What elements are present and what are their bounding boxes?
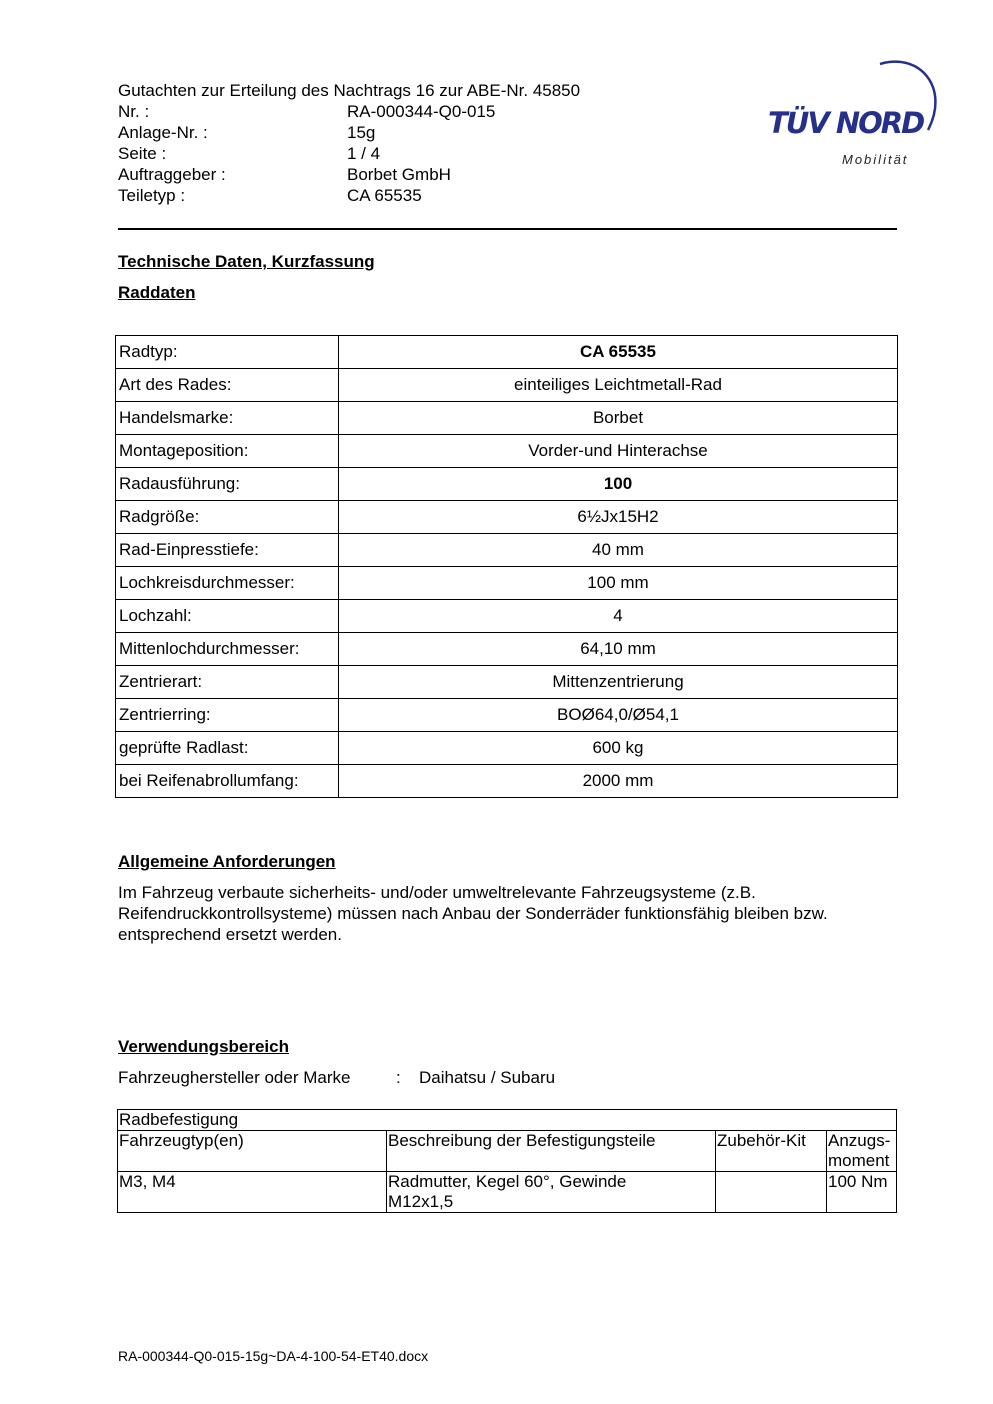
hersteller-label: Fahrzeughersteller oder Marke — [118, 1068, 351, 1087]
row-label: Radausführung: — [116, 468, 339, 501]
paragraph-line: entsprechend ersetzt werden. — [118, 925, 342, 944]
table-title-row — [118, 1110, 897, 1131]
table-row — [116, 633, 898, 666]
row-value: 4 — [339, 600, 898, 633]
section-technische-daten: Technische Daten, Kurzfassung — [118, 252, 375, 271]
section-verwendungsbereich: Verwendungsbereich — [118, 1037, 289, 1056]
header-row-seite — [118, 143, 380, 164]
logo-brand: TÜV NORD — [768, 106, 924, 140]
row-label: Mittenlochdurchmesser: — [116, 633, 339, 666]
header-key: Auftraggeber : — [118, 165, 226, 184]
paragraph-line: Im Fahrzeug verbaute sicherheits- und/oder umweltrelevante Fahrzeugsysteme (z.B. — [118, 883, 756, 902]
logo-subtitle: Mobilität — [842, 152, 909, 167]
hersteller-separator: : — [396, 1068, 401, 1087]
hersteller-value: Daihatsu / Subaru — [419, 1068, 556, 1087]
row-value: Borbet — [339, 402, 898, 435]
row-value: 64,10 mm — [339, 633, 898, 666]
row-value: 40 mm — [339, 534, 898, 567]
section-allgemeine-anforderungen: Allgemeine Anforderungen — [118, 852, 336, 871]
table-row — [116, 501, 898, 534]
row-label: Zentrierart: — [116, 666, 339, 699]
row-value: Mittenzentrierung — [339, 666, 898, 699]
table-row — [116, 468, 898, 501]
row-label: Lochkreisdurchmesser: — [116, 567, 339, 600]
table-cell: 100 Nm — [827, 1172, 897, 1213]
table-row — [116, 666, 898, 699]
header-value: Borbet GmbH — [347, 165, 451, 184]
row-label: Handelsmarke: — [116, 402, 339, 435]
header-key: Anlage-Nr. : — [118, 123, 208, 142]
radbefestigung-table — [117, 1109, 897, 1213]
table-cell: M3, M4 — [118, 1172, 387, 1213]
header-key: Nr. : — [118, 102, 150, 121]
document-title: Gutachten zur Erteilung des Nachtrags 16 zur ABE-Nr. 45850 — [118, 81, 581, 100]
table-row — [116, 699, 898, 732]
row-value: 2000 mm — [339, 765, 898, 798]
header-divider — [118, 228, 897, 230]
table-cell — [716, 1172, 827, 1213]
table-row — [116, 402, 898, 435]
row-label: geprüfte Radlast: — [116, 732, 339, 765]
column-header: Anzugs- moment — [827, 1131, 897, 1172]
row-value: CA 65535 — [339, 336, 898, 369]
header-row-anlage — [118, 122, 375, 143]
header-key: Seite : — [118, 144, 167, 163]
table-row — [116, 732, 898, 765]
hersteller-line — [118, 1067, 555, 1088]
row-value: 100 mm — [339, 567, 898, 600]
header-key: Teiletyp : — [118, 186, 186, 205]
row-value: 6½Jx15H2 — [339, 501, 898, 534]
row-value: 100 — [339, 468, 898, 501]
row-value: 600 kg — [339, 732, 898, 765]
row-value: BOØ64,0/Ø54,1 — [339, 699, 898, 732]
table-row — [116, 534, 898, 567]
header-row-auftraggeber — [118, 164, 451, 185]
table-title: Radbefestigung — [118, 1110, 897, 1131]
table-row — [116, 435, 898, 468]
table-header-row — [118, 1131, 897, 1172]
header-row-nr — [118, 101, 495, 122]
column-header: Zubehör-Kit — [716, 1131, 827, 1172]
row-label: Montageposition: — [116, 435, 339, 468]
table-row — [116, 765, 898, 798]
row-label: Lochzahl: — [116, 600, 339, 633]
footer-filename: RA-000344-Q0-015-15g~DA-4-100-54-ET40.docx — [118, 1348, 429, 1364]
section-raddaten: Raddaten — [118, 283, 196, 302]
allgemein-paragraph — [118, 882, 908, 945]
header-value: CA 65535 — [347, 186, 422, 205]
row-label: Radtyp: — [116, 336, 339, 369]
table-row — [116, 600, 898, 633]
row-label: Art des Rades: — [116, 369, 339, 402]
row-label: bei Reifenabrollumfang: — [116, 765, 339, 798]
table-cell: Radmutter, Kegel 60°, Gewinde M12x1,5 — [387, 1172, 716, 1213]
header-row-teiletyp — [118, 185, 422, 206]
table-row — [118, 1172, 897, 1213]
paragraph-line: Reifendruckkontrollsysteme) müssen nach Anbau der Sonderräder funktionsfähig bleiben bzw. — [118, 904, 828, 923]
header-value: 1 / 4 — [347, 144, 381, 163]
row-label: Radgröße: — [116, 501, 339, 534]
table-row — [116, 369, 898, 402]
column-header: Beschreibung der Befestigungsteile — [387, 1131, 716, 1172]
table-row — [116, 567, 898, 600]
table-row — [116, 336, 898, 369]
row-label: Rad-Einpresstiefe: — [116, 534, 339, 567]
row-value: einteiliges Leichtmetall-Rad — [339, 369, 898, 402]
column-header: Fahrzeugtyp(en) — [118, 1131, 387, 1172]
header-value: RA-000344-Q0-015 — [347, 102, 496, 121]
row-label: Zentrierring: — [116, 699, 339, 732]
row-value: Vorder-und Hinterachse — [339, 435, 898, 468]
raddaten-table — [115, 335, 898, 798]
tuv-nord-logo — [760, 58, 940, 173]
header-value: 15g — [347, 123, 376, 142]
